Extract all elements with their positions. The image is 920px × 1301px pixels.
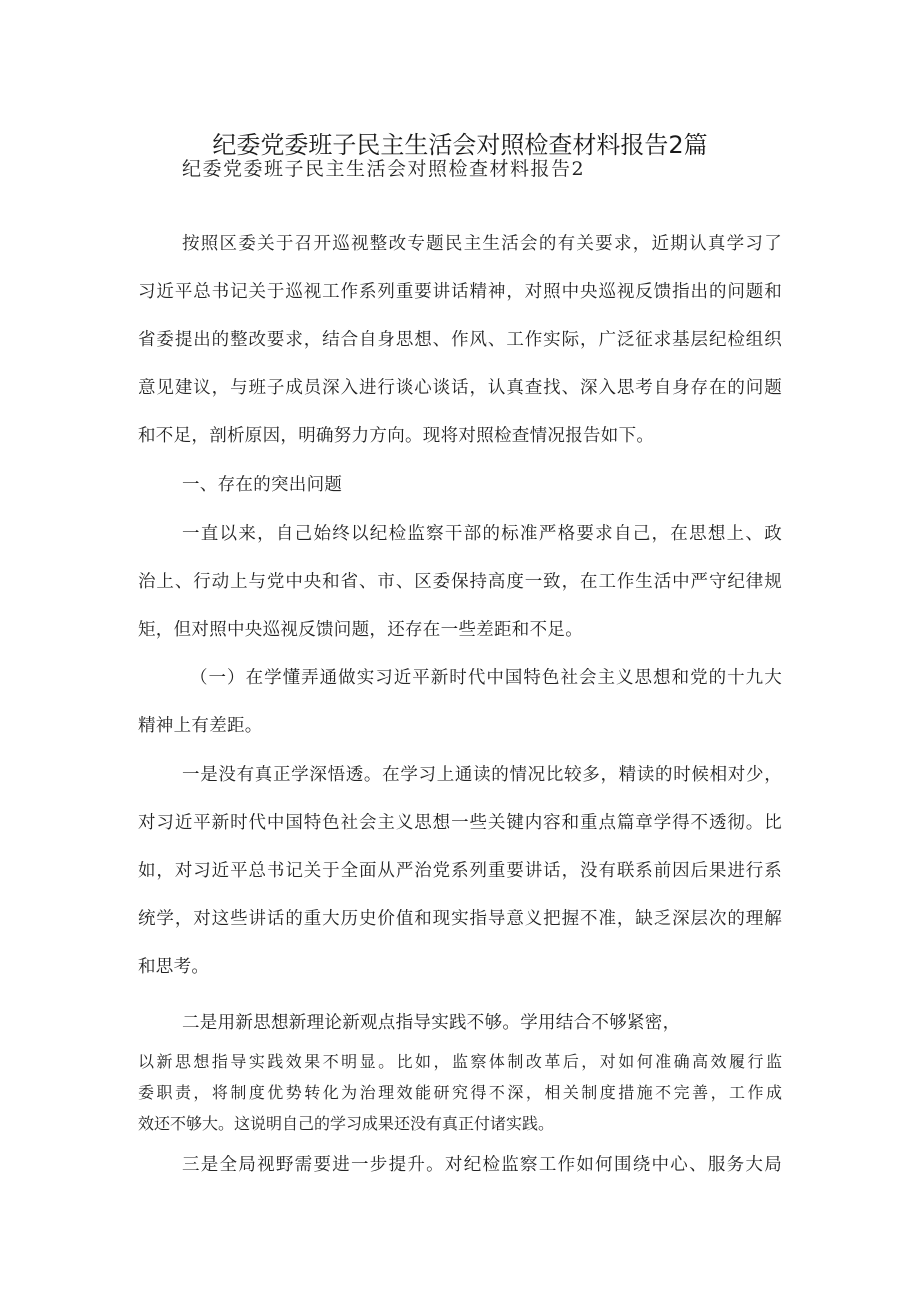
paragraph-line: 一直以来，自己始终以纪检监察干部的标准严格要求自己，在思想上、政 <box>182 524 782 544</box>
document-subtitle: 纪委党委班子民主生活会对照检查材料报告2 <box>182 158 586 180</box>
paragraph-line: 委职责，将制度优势转化为治理效能研究得不深，相关制度措施不完善，工作成 <box>138 1083 782 1102</box>
paragraph-line: 二是用新思想新理论新观点指导实践不够。学用结合不够紧密， <box>182 1013 681 1033</box>
paragraph-line: 如，对习近平总书记关于全面从严治党系列重要讲话，没有联系前因后果进行系 <box>138 861 782 881</box>
paragraph-line: 对习近平新时代中国特色社会主义思想一些关键内容和重点篇章学得不透彻。比 <box>138 813 782 833</box>
paragraph-line: 治上、行动上与党中央和省、市、区委保持高度一致，在工作生活中严守纪律规 <box>138 572 782 592</box>
paragraph-line: 矩，但对照中央巡视反馈问题，还存在一些差距和不足。 <box>138 620 583 640</box>
subsection-heading: （一）在学懂弄通做实习近平新时代中国特色社会主义思想和党的十九大 <box>190 668 782 688</box>
paragraph-line: 三是全局视野需要进一步提升。对纪检监察工作如何围绕中心、服务大局 <box>182 1155 782 1175</box>
paragraph-line: 效还不够大。这说明自己的学习成果还没有真正付诸实践。 <box>138 1114 555 1133</box>
document-title: 纪委党委班子民主生活会对照检查材料报告2篇 <box>212 131 708 159</box>
paragraph-line: 意见建议，与班子成员深入进行谈心谈话，认真查找、深入思考自身存在的问题 <box>138 378 782 398</box>
paragraph-line: 和不足，剖析原因，明确努力方向。现将对照检查情况报告如下。 <box>138 426 655 446</box>
paragraph-line: 省委提出的整改要求，结合自身思想、作风、工作实际，广泛征求基层纪检组织 <box>138 330 782 350</box>
paragraph-line: 以新思想指导实践效果不明显。比如，监察体制改革后，对如何准确高效履行监 <box>138 1052 782 1071</box>
section-heading: 一、存在的突出问题 <box>182 475 343 495</box>
subsection-heading: 精神上有差距。 <box>138 716 263 736</box>
paragraph-line: 和思考。 <box>138 957 210 977</box>
paragraph-line: 统学，对这些讲话的重大历史价值和现实指导意义把握不准，缺乏深层次的理解 <box>138 909 782 929</box>
paragraph-line: 习近平总书记关于巡视工作系列重要讲话精神，对照中央巡视反馈指出的问题和 <box>138 282 782 302</box>
paragraph-line: 按照区委关于召开巡视整改专题民主生活会的有关要求，近期认真学习了 <box>182 234 782 254</box>
paragraph-line: 一是没有真正学深悟透。在学习上通读的情况比较多，精读的时候相对少， <box>182 765 782 785</box>
